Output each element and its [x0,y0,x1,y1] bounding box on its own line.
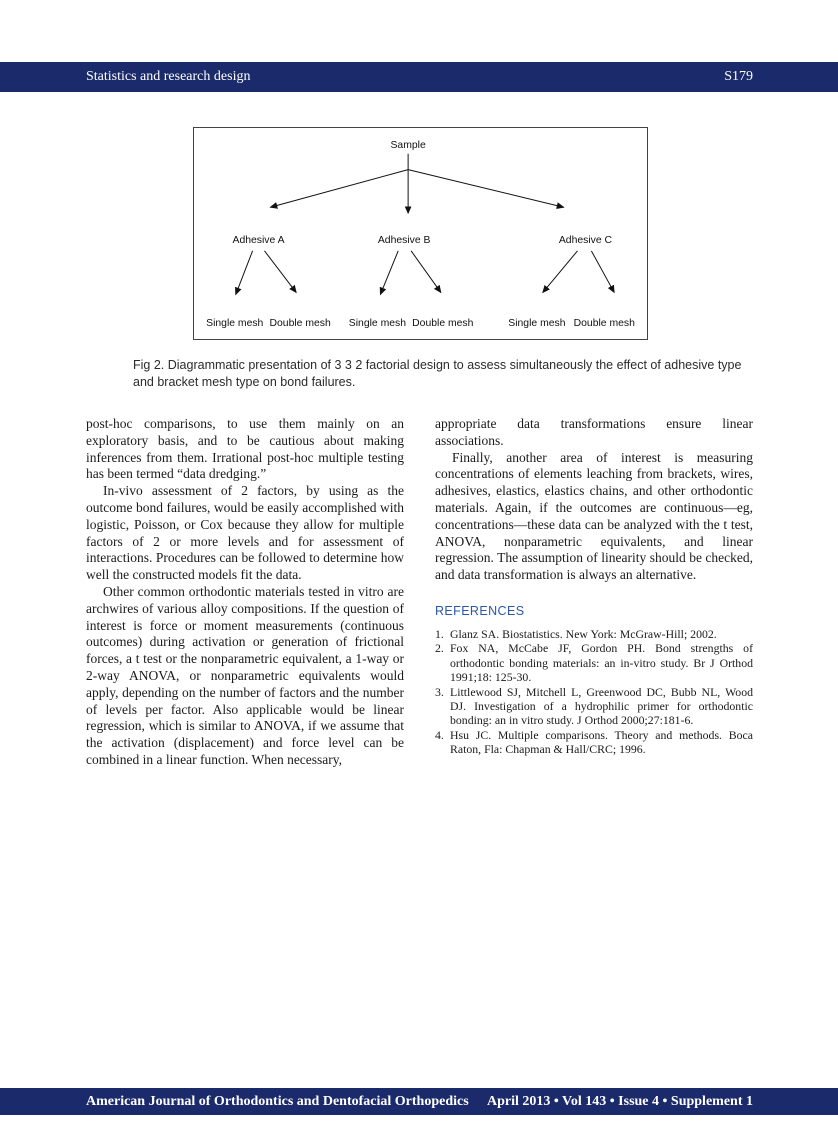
reference-number: 3. [435,684,444,699]
footer-journal-title: American Journal of Orthodontics and Dentofacial Orthopedics [86,1093,469,1109]
reference-text: Littlewood SJ, Mitchell L, Greenwood DC, Bubb NL, Wood DJ. Investigation of a hydrophilic primer for orthodontic bonding: an in vitro study. J Orthod 2000;27:181-6. [450,684,753,728]
diagram-leaf-label: Single mesh [206,318,264,330]
diagram-arrow [380,251,398,295]
running-head: Statistics and research design [86,69,251,84]
diagram-arrow [543,251,578,293]
page-footer [0,1088,838,1115]
references-heading: REFERENCES [435,603,525,618]
figure-caption-text: Diagrammatic presentation of 3 3 2 factorial design to assess simultaneously the effect of adhesive type and bracket mesh type on bond failures. [133,358,742,389]
diagram-arrow [411,251,441,293]
diagram-branch-label: Adhesive B [377,234,431,246]
references-list [435,627,753,757]
reference-item [435,627,753,641]
body-paragraph: appropriate data transformations ensure linear associations. [435,416,753,448]
diagram-leaf-label: Double mesh [573,318,635,330]
reference-item [435,641,753,684]
diagram-branch-label: Adhesive A [232,234,285,246]
figure-caption [133,357,755,390]
page-header [0,62,838,92]
footer-issue-info: April 2013 • Vol 143 • Issue 4 • Supplement 1 [487,1093,753,1109]
diagram-root-label: Sample [390,139,426,151]
body-paragraph: In-vivo assessment of 2 factors, by using as the outcome bond failures, would be easily accomplished with logistic, Poisson, or Cox because they allow for multiple factors of 2 or more levels and for assessment of interactions. Procedures can be followed to determine how well the constructed models fit the data. [86,483,404,583]
reference-item [435,685,753,728]
figure-caption-label: Fig 2. [133,358,165,372]
diagram-leaf-label: Double mesh [269,318,331,330]
reference-text: Fox NA, McCabe JF, Gordon PH. Bond strengths of orthodontic bonding materials: an in-vitro study. Br J Orthod 1991;18: 125-30. [450,641,753,685]
diagram-branch-label: Adhesive C [558,234,613,246]
reference-text: Glanz SA. Biostatistics. New York: McGraw-Hill; 2002. [450,626,717,641]
diagram-arrow [591,251,614,293]
figure-box [193,127,648,340]
reference-text: Hsu JC. Multiple comparisons. Theory and methods. Boca Raton, Fla: Chapman & Hall/CRC; 1996. [450,727,753,757]
diagram-leaf-label: Single mesh [508,318,566,330]
body-paragraph: Finally, another area of interest is measuring concentrations of elements leaching from brackets, wires, adhesives, elastics, elastics chains, and other orthodontic materials. Again, if the outcomes are continuous—eg, concentrations—these data can be analyzed with the t test, ANOVA, nonparametric equivalents, and linear regression. The assumption of linearity should be checked, and data transformation is always an alternative. [435,449,753,583]
factorial-design-diagram [194,128,647,339]
diagram-arrow [270,170,408,208]
reference-item [435,728,753,757]
diagram-leaf-label: Double mesh [412,318,474,330]
reference-number: 1. [435,626,444,641]
diagram-arrow [236,251,253,295]
body-paragraph: post-hoc comparisons, to use them mainly on an exploratory basis, and to be cautious about making inferences from them. Irrational post-hoc multiple testing has been termed “data dredging.” [86,416,404,482]
diagram-arrow [264,251,296,293]
diagram-arrow [408,170,564,208]
diagram-leaf-label: Single mesh [348,318,407,330]
body-paragraph: Other common orthodontic materials tested in vitro are archwires of various alloy compositions. If the question of interest is force or moment measurements (continuous outcomes) during activation or generation of frictional forces, a t test or the nonparametric equivalent, a 1-way or 2-way ANOVA, or nonparametric equivalents would apply, depending on the number of factors and the number of levels per factor. Also applicable would be linear regression, which is similar to ANOVA, if we assume that the activation (displacement) and force level can be combined in a linear function. When necessary, [86,583,404,767]
reference-number: 4. [435,727,444,742]
left-column [86,416,404,769]
right-column [435,416,753,757]
reference-number: 2. [435,641,444,656]
page-number: S179 [724,69,753,84]
